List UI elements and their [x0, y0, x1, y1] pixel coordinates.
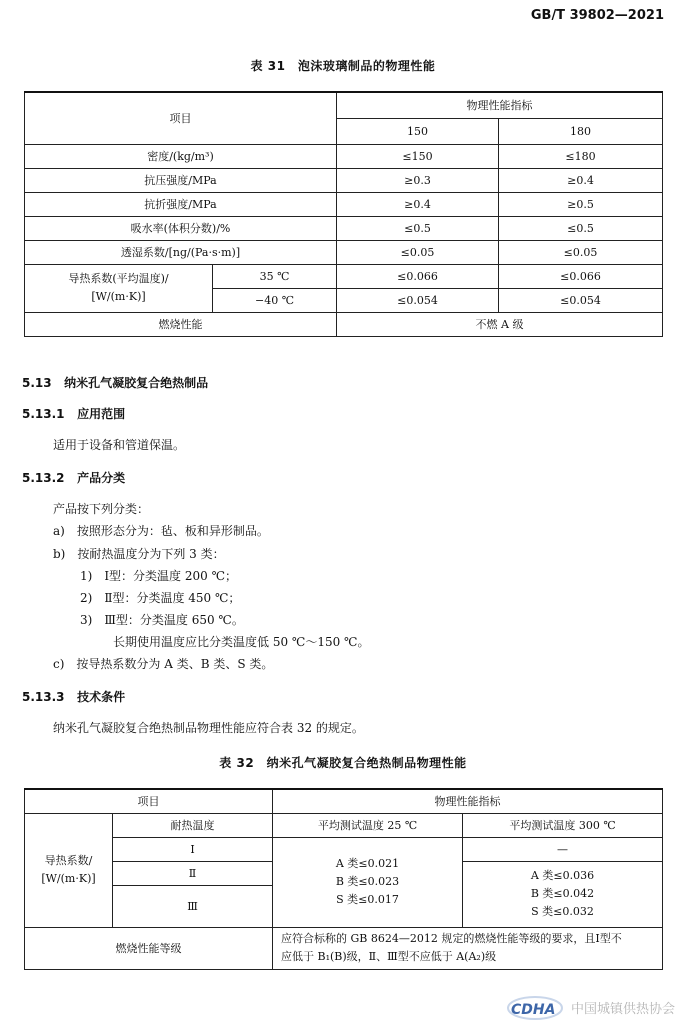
classification-item-b1: 1) Ⅰ型：分类温度 200 ℃；	[80, 569, 238, 583]
table32-value: B 类≤0.042	[530, 887, 595, 900]
table32-type-1: Ⅰ	[113, 837, 273, 861]
table31-cell: ≤0.054	[337, 288, 499, 312]
table31-cell: ≥0.3	[337, 168, 499, 192]
section-number: 5.13.3	[22, 690, 65, 704]
section-5-13-1-text: 适用于设备和管道保温。	[53, 438, 186, 452]
table32-caption: 表 32 纳米孔气凝胶复合绝热制品物理性能	[219, 756, 467, 770]
table31	[24, 91, 663, 337]
table32-conductivity-line1: 导热系数/	[44, 854, 93, 867]
classification-item-b3: 3) Ⅲ型：分类温度 650 ℃。	[80, 613, 244, 627]
table31-label-flexural: 抗折强度/MPa	[25, 192, 337, 216]
section-number: 5.13.2	[22, 471, 65, 485]
table31-conductivity-line1: 导热系数(平均温度)/	[68, 272, 169, 285]
table31-cell: ≤0.054	[499, 288, 663, 312]
standard-code: GB/T 39802—2021	[530, 8, 664, 23]
table31-cell: ≥0.4	[337, 192, 499, 216]
table31-label-compressive: 抗压强度/MPa	[25, 168, 337, 192]
table31-label-permeability: 透湿系数/[ng/(Pa·s·m)]	[25, 240, 337, 264]
section-title: 产品分类	[77, 471, 126, 485]
watermark	[505, 986, 685, 1026]
table32-label-burn: 燃烧性能等级	[25, 927, 273, 969]
table32-label-conductivity	[25, 813, 113, 927]
table31-temp-35: 35 ℃	[213, 264, 337, 288]
section-title: 应用范围	[77, 407, 126, 421]
table31-head-180: 180	[499, 118, 663, 144]
table32-type-2: Ⅱ	[113, 861, 273, 885]
table32-head-resist: 耐热温度	[113, 813, 273, 837]
table32-type1-300c-dash: —	[463, 837, 663, 861]
table32-burn-value	[273, 927, 663, 969]
table32-value: B 类≤0.023	[335, 875, 400, 888]
table32-head-indicator: 物理性能指标	[273, 789, 663, 813]
classification-note: 长期使用温度应比分类温度低 50 ℃～150 ℃。	[113, 635, 370, 649]
section-number: 5.13.1	[22, 407, 65, 421]
classification-item-a: a) 按照形态分为：毡、板和异形制品。	[53, 524, 269, 538]
section-title: 纳米孔气凝胶复合绝热制品	[64, 376, 209, 390]
watermark-logo-text: CDHA	[511, 1002, 556, 1018]
table32-value: S 类≤0.017	[336, 893, 399, 906]
table31-conductivity-line2: [W/(m·K)]	[91, 290, 146, 303]
table31-cell: ≤0.05	[337, 240, 499, 264]
table32-value: A 类≤0.036	[530, 869, 595, 882]
table32-burn-line1: 应符合标称的 GB 8624—2012 规定的燃烧性能等级的要求，且Ⅰ型不	[281, 932, 622, 945]
table32-head-25c: 平均测试温度 25 ℃	[273, 813, 463, 837]
table31-cell: ≤0.5	[337, 216, 499, 240]
table32	[24, 788, 663, 970]
table32-burn-line2: 应低于 B₁(B)级，Ⅱ、Ⅲ型不应低于 A(A₂)级	[281, 950, 497, 963]
table31-cell: ≤0.05	[499, 240, 663, 264]
classification-intro: 产品按下列分类：	[53, 502, 150, 516]
table31-cell: ≤0.066	[337, 264, 499, 288]
section-5-13-3-heading	[22, 688, 125, 705]
table32-type-3: Ⅲ	[113, 885, 273, 927]
table32-head-300c: 平均测试温度 300 ℃	[463, 813, 663, 837]
table31-cell: ≤0.5	[499, 216, 663, 240]
table31-burn-value: 不燃 A 级	[337, 312, 663, 336]
table31-head-150: 150	[337, 118, 499, 144]
watermark-text: 中国城镇供热协会	[571, 1002, 676, 1017]
table31-cell: ≥0.5	[499, 192, 663, 216]
table32-head-item: 项目	[25, 789, 273, 813]
classification-item-c: c) 按导热系数分为 A 类、B 类、S 类。	[53, 657, 274, 671]
table31-caption: 表 31 泡沫玻璃制品的物理性能	[250, 59, 436, 73]
table31-cell: ≤180	[499, 144, 663, 168]
table31-cell: ≤0.066	[499, 264, 663, 288]
table31-head-item: 项目	[25, 92, 337, 144]
section-title: 技术条件	[77, 690, 126, 704]
classification-item-b2: 2) Ⅱ型：分类温度 450 ℃；	[80, 591, 241, 605]
section-5-13-3-text: 纳米孔气凝胶复合绝热制品物理性能应符合表 32 的规定。	[53, 721, 364, 735]
section-number: 5.13	[22, 376, 52, 390]
table32-value: A 类≤0.021	[335, 857, 400, 870]
cdha-logo-icon	[505, 986, 567, 1026]
table32-values-25c	[273, 837, 463, 927]
table31-label-water: 吸水率(体积分数)/%	[25, 216, 337, 240]
table31-label-conductivity	[25, 264, 213, 312]
section-5-13-2-heading	[22, 469, 125, 486]
table32-value: S 类≤0.032	[531, 905, 594, 918]
table31-cell: ≥0.4	[499, 168, 663, 192]
section-5-13-1-heading	[22, 405, 125, 422]
section-5-13-heading	[22, 374, 208, 391]
table31-label-burn: 燃烧性能	[25, 312, 337, 336]
table32-conductivity-line2: [W/(m·K)]	[41, 872, 96, 885]
table31-head-indicator: 物理性能指标	[337, 92, 663, 118]
table31-cell: ≤150	[337, 144, 499, 168]
classification-item-b: b) 按耐热温度分为下列 3 类：	[53, 547, 225, 561]
table32-values-300c	[463, 861, 663, 927]
table31-label-density: 密度/(kg/m³)	[25, 144, 337, 168]
table31-temp-minus40: −40 ℃	[213, 288, 337, 312]
